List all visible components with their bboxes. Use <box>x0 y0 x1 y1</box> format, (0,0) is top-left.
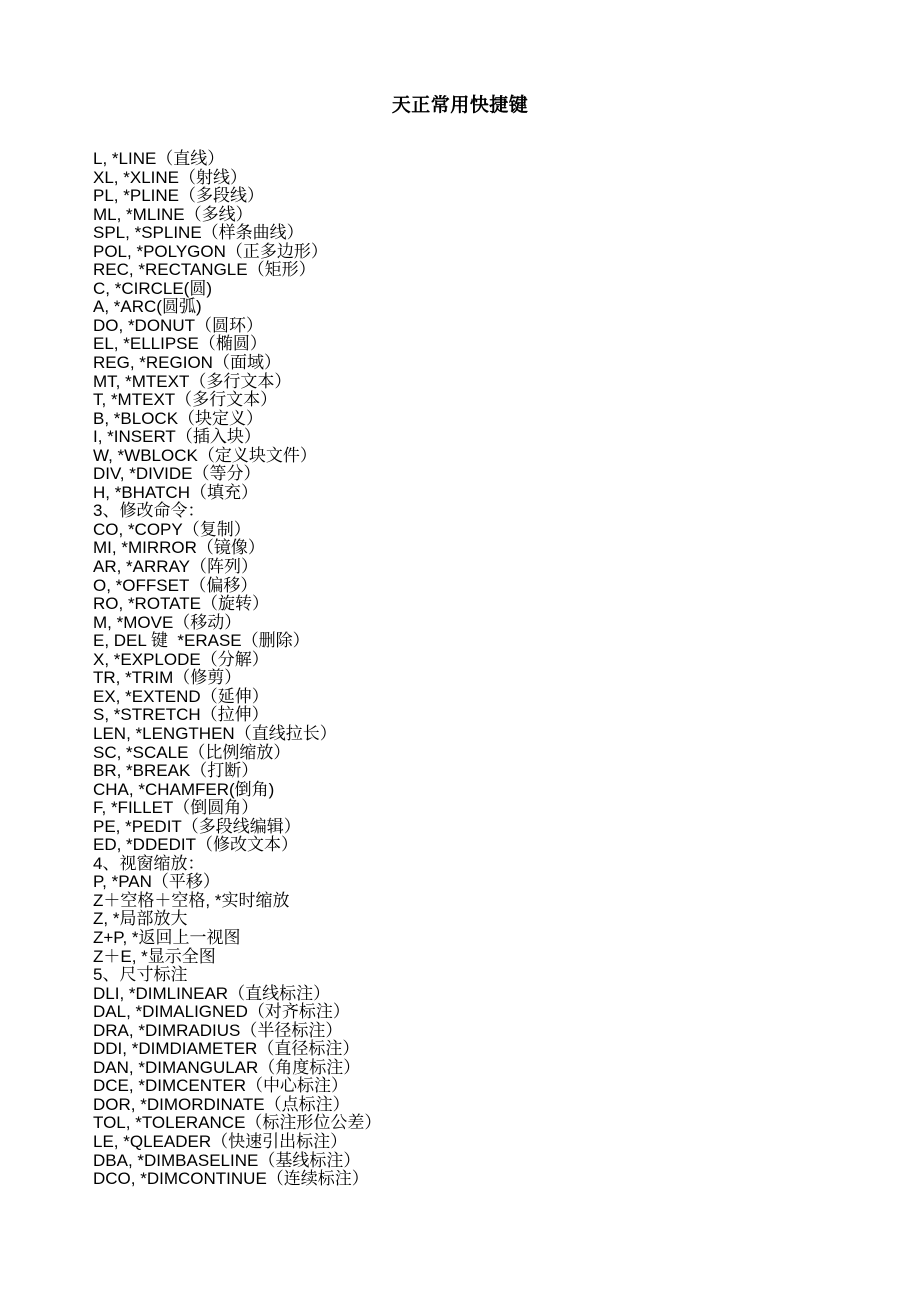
shortcut-line: S, *STRETCH（拉伸） <box>93 705 269 725</box>
shortcut-line: DRA, *DIMRADIUS（半径标注） <box>93 1020 343 1040</box>
shortcut-line: DO, *DONUT（圆环） <box>93 315 263 335</box>
shortcut-line: DLI, *DIMLINEAR（直线标注） <box>93 983 331 1003</box>
shortcut-line: EX, *EXTEND（延伸） <box>93 686 269 706</box>
shortcut-line: F, *FILLET（倒圆角） <box>93 798 259 818</box>
shortcut-line: LEN, *LENGTHEN（直线拉长） <box>93 723 337 743</box>
shortcut-line: 5、尺寸标注 <box>93 965 188 985</box>
shortcut-line: REC, *RECTANGLE（矩形） <box>93 260 316 280</box>
shortcut-line: A, *ARC(圆弧) <box>93 297 202 317</box>
shortcut-line: CHA, *CHAMFER(倒角) <box>93 779 275 799</box>
shortcut-line: PE, *PEDIT（多段线编辑） <box>93 816 301 836</box>
shortcut-line: XL, *XLINE（射线） <box>93 167 247 187</box>
document-title: 天正常用快捷键 <box>391 95 529 116</box>
shortcut-line: Z, *局部放大 <box>93 909 188 929</box>
shortcut-line: X, *EXPLODE（分解） <box>93 649 269 669</box>
shortcut-line: ED, *DDEDIT（修改文本） <box>93 835 298 855</box>
shortcut-line: SC, *SCALE（比例缩放） <box>93 742 291 762</box>
shortcut-line: DCO, *DIMCONTINUE（连续标注） <box>93 1169 369 1189</box>
shortcut-line: I, *INSERT（插入块） <box>93 427 261 447</box>
shortcut-line: 4、视窗缩放： <box>93 853 205 873</box>
shortcut-line: DBA, *DIMBASELINE（基线标注） <box>93 1150 361 1170</box>
shortcut-line: MI, *MIRROR（镜像） <box>93 538 265 558</box>
shortcut-line: EL, *ELLIPSE（椭圆） <box>93 334 267 354</box>
shortcut-line: L, *LINE（直线） <box>93 149 225 168</box>
shortcut-line: PL, *PLINE（多段线） <box>93 186 264 206</box>
shortcut-line: TR, *TRIM（修剪） <box>93 668 242 688</box>
shortcut-line: DDI, *DIMDIAMETER（直径标注） <box>93 1039 360 1059</box>
shortcut-line: W, *WBLOCK（定义块文件） <box>93 445 317 465</box>
shortcut-line: REG, *REGION（面域） <box>93 353 281 373</box>
shortcut-line: ML, *MLINE（多线） <box>93 204 253 224</box>
shortcut-line: E, DEL 键 *ERASE（删除） <box>93 631 310 651</box>
shortcut-line: H, *BHATCH（填充） <box>93 482 258 502</box>
shortcut-list <box>93 150 381 1189</box>
shortcut-line: DIV, *DIVIDE（等分） <box>93 464 261 484</box>
shortcut-line: TOL, *TOLERANCE（标注形位公差） <box>93 1113 382 1133</box>
shortcut-line: Z＋空格＋空格, *实时缩放 <box>93 890 290 910</box>
shortcut-line: P, *PAN（平移） <box>93 872 220 892</box>
shortcut-line: DOR, *DIMORDINATE（点标注） <box>93 1094 350 1114</box>
shortcut-line: T, *MTEXT（多行文本） <box>93 390 278 410</box>
shortcut-line: 3、修改命令： <box>93 501 205 521</box>
shortcut-line: CO, *COPY（复制） <box>93 519 251 539</box>
shortcut-line: DAN, *DIMANGULAR（角度标注） <box>93 1057 361 1077</box>
shortcut-line: DAL, *DIMALIGNED（对齐标注） <box>93 1002 350 1022</box>
shortcut-line: DCE, *DIMCENTER（中心标注） <box>93 1076 349 1096</box>
shortcut-line: M, *MOVE（移动） <box>93 612 242 632</box>
shortcut-line: Z＋E, *显示全图 <box>93 946 216 966</box>
shortcut-line: Z+P, *返回上一视图 <box>93 927 241 947</box>
shortcut-line: RO, *ROTATE（旋转） <box>93 594 269 614</box>
shortcut-line: BR, *BREAK（打断） <box>93 761 259 781</box>
shortcut-line: C, *CIRCLE(圆) <box>93 278 213 298</box>
shortcut-line: POL, *POLYGON（正多边形） <box>93 241 328 261</box>
shortcut-line: B, *BLOCK（块定义） <box>93 408 264 428</box>
shortcut-line: O, *OFFSET（偏移） <box>93 575 258 595</box>
shortcut-line: AR, *ARRAY（阵列） <box>93 557 258 577</box>
shortcut-line: MT, *MTEXT（多行文本） <box>93 371 292 391</box>
shortcut-line: SPL, *SPLINE（样条曲线） <box>93 223 304 243</box>
shortcut-line: LE, *QLEADER（快速引出标注） <box>93 1131 348 1151</box>
